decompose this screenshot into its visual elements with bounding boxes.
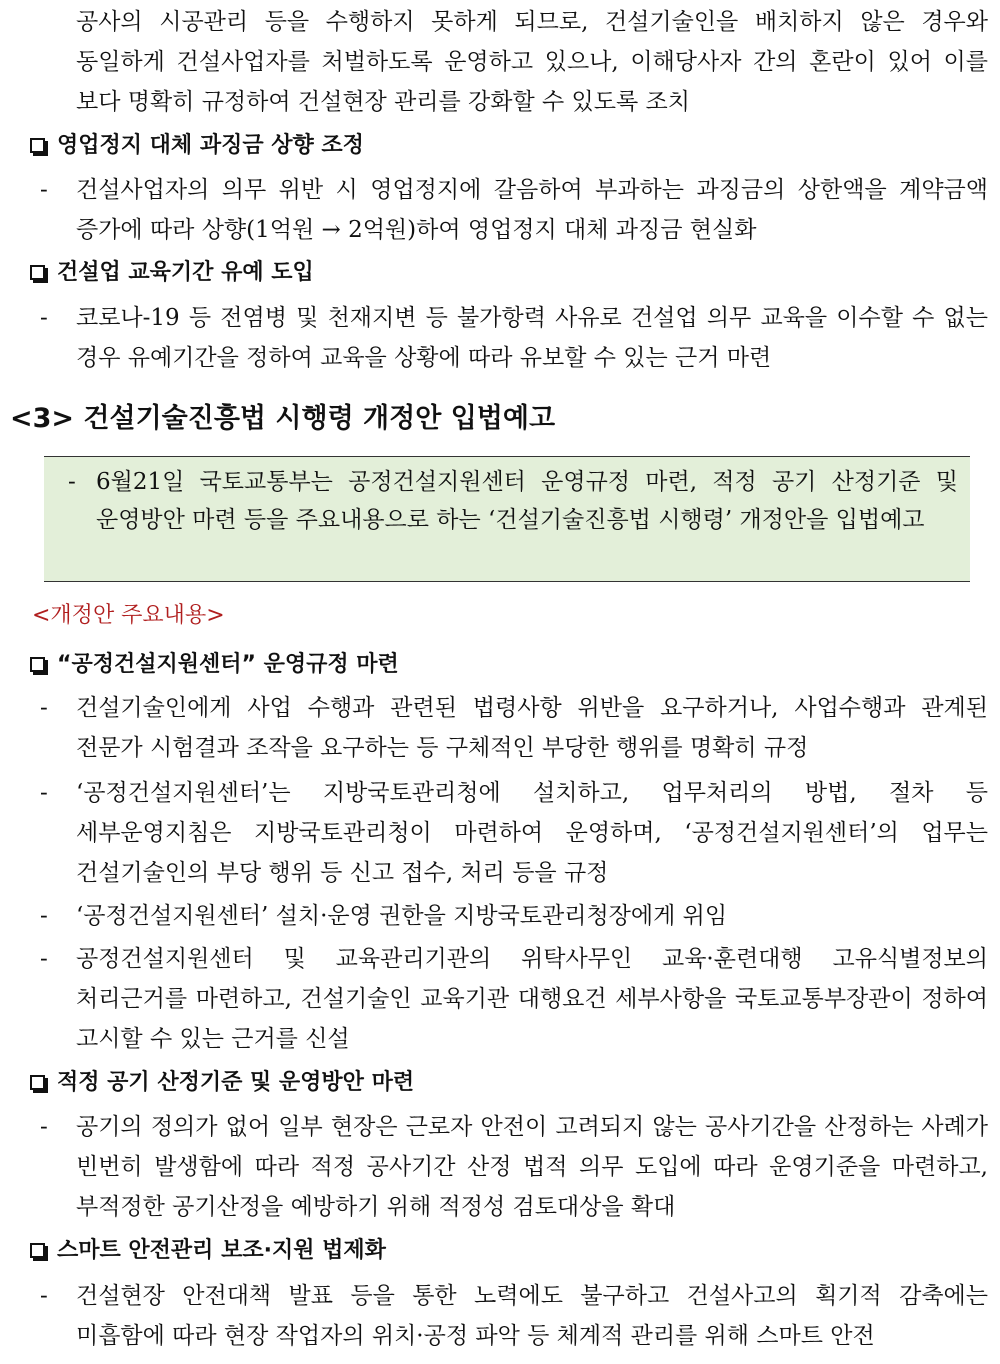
checkbox-icon <box>30 265 45 280</box>
bullet-center-1-text: 건설기술인에게 사업 수행과 관련된 법령사항 위반을 요구하거나, 사업수행과 관계된 전문가 시험결과 조작을 요구하는 등 구체적인 부당한 행위를 명확히 규정 <box>76 695 988 761</box>
dash-marker: - <box>40 780 48 806</box>
main-points-label: <개정안 주요내용> <box>32 603 225 628</box>
heading-education <box>30 258 314 288</box>
heading-penalty <box>30 131 364 161</box>
bullet-penalty-text: 건설사업자의 의무 위반 시 영업정지에 갈음하여 부과하는 과징금의 상한액을 계약금액 증가에 따라 상향(1억원 → 2억원)하여 영업정지 대체 과징금 현실화 <box>76 177 988 243</box>
heading-penalty-text: 영업정지 대체 과징금 상향 조정 <box>57 133 364 158</box>
heading-education-text: 건설업 교육기간 유예 도입 <box>57 260 314 285</box>
section-title: <3> 건설기술진흥법 시행령 개정안 입법예고 <box>10 403 556 434</box>
checkbox-icon <box>30 1243 45 1258</box>
bullet-penalty <box>40 170 988 250</box>
dash-marker: - <box>40 946 48 972</box>
heading-smart <box>30 1236 386 1266</box>
heading-smart-text: 스마트 안전관리 보조·지원 법제화 <box>57 1238 386 1263</box>
bullet-center-2 <box>40 773 988 893</box>
dash-marker: - <box>40 177 48 203</box>
dash-marker: - <box>40 695 48 721</box>
bullet-education <box>40 298 988 378</box>
dash-marker: - <box>40 305 48 331</box>
heading-schedule-text: 적정 공기 산정기준 및 운영방안 마련 <box>57 1070 415 1095</box>
intro-paragraph: 공사의 시공관리 등을 수행하지 못하게 되므로, 건설기술인을 배치하지 않은 경우와 동일하게 건설사업자를 처벌하도록 운영하고 있으나, 이해당사자 간의 혼란이 있어 이를 보다 명확히 규정하여 건설현장 관리를 강화할 수 있도록 조치 <box>76 9 988 115</box>
bullet-schedule <box>40 1107 988 1227</box>
bullet-center-1 <box>40 688 988 768</box>
checkbox-icon <box>30 138 45 153</box>
bullet-smart-text: 건설현장 안전대책 발표 등을 통한 노력에도 불구하고 건설사고의 획기적 감축에는 미흡함에 따라 현장 작업자의 위치·공정 파악 등 체계적 관리를 위해 스마트 안전 <box>76 1283 988 1349</box>
bullet-schedule-text: 공기의 정의가 없어 일부 현장은 근로자 안전이 고려되지 않는 공사기간을 산정하는 사례가 빈번히 발생함에 따라 적정 공사기간 산정 법적 의무 도입에 따라 운영기준을 마련하고, 부적정한 공기산정을 예방하기 위해 적정성 검토대상을 확대 <box>76 1114 988 1220</box>
summary-text: 6월21일 국토교통부는 공정건설지원센터 운영규정 마련, 적정 공기 산정기준 및 운영방안 마련 등을 주요내용으로 하는 ‘건설기술진흥법 시행령’ 개정안을 입법예고 <box>96 469 958 533</box>
dash-marker: - <box>40 1283 48 1309</box>
heading-center-text: “공정건설지원센터” 운영규정 마련 <box>57 652 399 677</box>
summary-box <box>44 456 970 582</box>
heading-center <box>30 650 399 680</box>
dash-marker: - <box>40 1114 48 1140</box>
bullet-center-4 <box>40 939 988 1059</box>
checkbox-icon <box>30 657 45 672</box>
bullet-center-4-text: 공정건설지원센터 및 교육관리기관의 위탁사무인 교육·훈련대행 고유식별정보의 처리근거를 마련하고, 건설기술인 교육기관 대행요건 세부사항을 국토교통부장관이 정하여 고시할 수 있는 근거를 신설 <box>76 946 988 1052</box>
dash-marker: - <box>40 903 48 929</box>
heading-schedule <box>30 1068 414 1098</box>
checkbox-icon <box>30 1075 45 1090</box>
bullet-center-3-text: ‘공정건설지원센터’ 설치·운영 권한을 지방국토관리청장에게 위임 <box>76 903 728 929</box>
bullet-center-2-text: ‘공정건설지원센터’는 지방국토관리청에 설치하고, 업무처리의 방법, 절차 등 세부운영지침은 지방국토관리청이 마련하여 운영하며, ‘공정건설지원센터’의 업무는 건설기술인의 부당 행위 등 신고 접수, 처리 등을 규정 <box>76 780 988 886</box>
bullet-smart <box>40 1276 988 1356</box>
bullet-education-text: 코로나-19 등 전염병 및 천재지변 등 불가항력 사유로 건설업 의무 교육을 이수할 수 없는 경우 유예기간을 정하여 교육을 상황에 따라 유보할 수 있는 근거 마련 <box>76 305 988 371</box>
bullet-center-3 <box>40 896 988 936</box>
dash-marker: - <box>68 469 76 495</box>
